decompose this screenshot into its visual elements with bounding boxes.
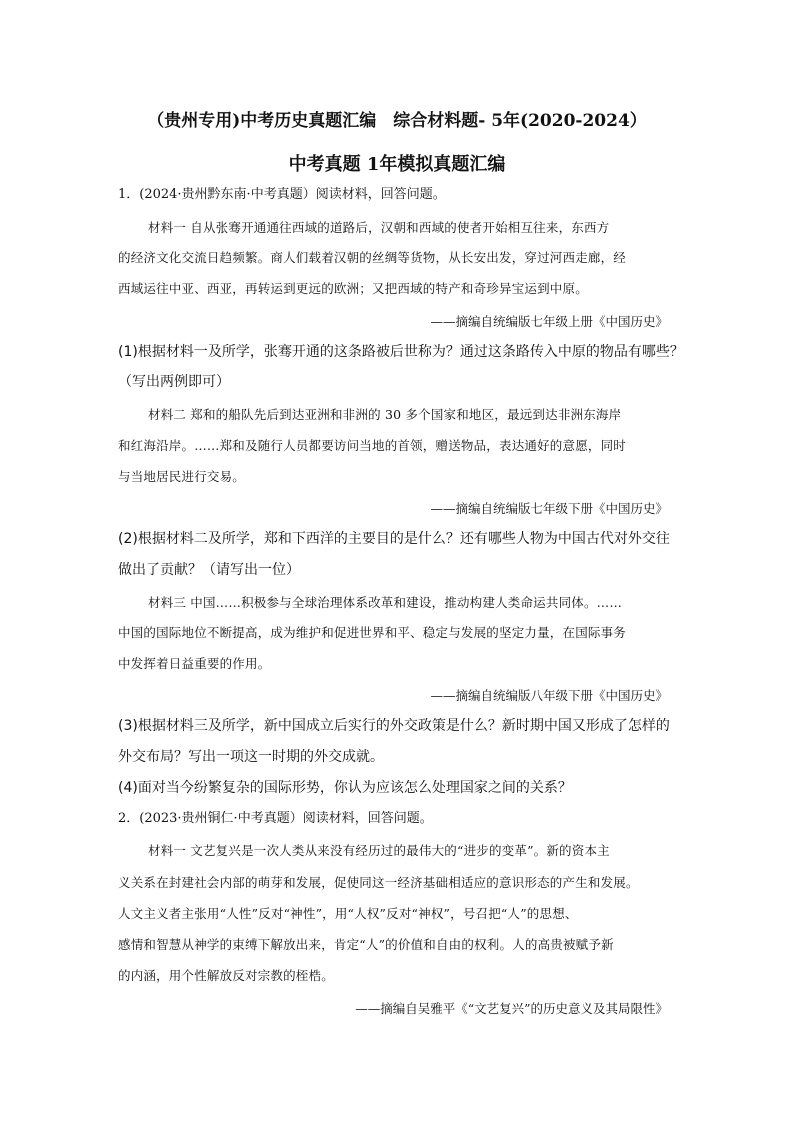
q1-sub-2-line-1: (2)根据材料二及所学，郑和下西洋的主要目的是什么？还有哪些人物为中国古代对外交往 (118, 531, 670, 547)
q1-material-3-line-3: 中发挥着日益重要的作用。 (118, 656, 271, 671)
q1-sub-4-line-1: (4)面对当今纷繁复杂的国际形势，你认为应该怎么处理国家之间的关系？ (118, 780, 572, 796)
question-2-stem: 2．(2023·贵州铜仁·中考真题）阅读材料，回答问题。 (118, 811, 433, 826)
q1-material-1-line-2: 的经济文化交流日趋频繁。商人们载着汉朝的丝绸等货物，从长安出发，穿过河西走廊，经 (118, 250, 627, 265)
q1-sub-3-line-2: 外交布局？写出一项这一时期的外交成就。 (118, 749, 384, 765)
q2-material-1-line-2: 义关系在封建社会内部的萌芽和发展，促使同这一经济基础相适应的意识形态的产生和发展。 (118, 875, 639, 890)
q2-material-1-line-1: 材料一 文艺复兴是一次人类从来没有经历过的最伟大的“进步的变革”。新的资本主 (148, 843, 610, 858)
q1-material-3-source: ——摘编自统编版八年级下册《中国历史》 (430, 688, 668, 703)
q1-material-3-line-1: 材料三 中国……积极参与全球治理体系改革和建设，推动构建人类命运共同体。…… (148, 595, 623, 610)
document-title-line1: （贵州专用)中考历史真题汇编 综合材料题- 5年(2020-2024） (147, 111, 647, 131)
q2-material-1-line-5: 的内涵，用个性解放反对宗教的桎梏。 (118, 968, 334, 983)
q1-sub-1-line-1: (1)根据材料一及所学，张骞开通的这条路被后世称为？通过这条路传入中原的物品有哪些？ (118, 344, 684, 360)
q1-material-2-line-1: 材料二 郑和的船队先后到达亚洲和非洲的 30 多个国家和地区，最远到达非洲东海岸 (148, 407, 622, 422)
q1-material-2-line-3: 与当地居民进行交易。 (118, 469, 246, 484)
q1-sub-1-line-2: （写出两例即可） (118, 374, 230, 390)
q1-material-1-line-1: 材料一 自从张骞开通通往西域的道路后，汉朝和西域的使者开始相互往来，东西方 (148, 220, 610, 235)
question-1-stem: 1．(2024·贵州黔东南·中考真题）阅读材料，回答问题。 (118, 187, 446, 202)
q1-sub-3-line-1: (3)根据材料三及所学，新中国成立后实行的外交政策是什么？新时期中国又形成了怎样的 (118, 718, 670, 734)
q1-material-1-line-3: 西域运往中亚、西亚，再转运到更远的欧洲；又把西域的特产和奇珍异宝运到中原。 (118, 281, 588, 296)
q2-material-1-source: ——摘编自吴雅平《“文艺复兴”的历史意义及其局限性》 (355, 1001, 668, 1016)
q1-material-2-source: ——摘编自统编版七年级下册《中国历史》 (430, 501, 668, 516)
q1-material-1-source: ——摘编自统编版七年级上册《中国历史》 (430, 314, 668, 329)
q1-material-3-line-2: 中国的国际地位不断提高，成为维护和促进世界和平、稳定与发展的坚定力量，在国际事务 (118, 625, 627, 640)
q2-material-1-line-3: 人文主义者主张用“人性”反对“神性”，用“人权”反对“神权”，号召把“人”的思想、 (118, 906, 578, 921)
q1-sub-2-line-2: 做出了贡献？（请写出一位） (118, 562, 300, 578)
q1-material-2-line-2: 和红海沿岸。……郑和及随行人员都要访问当地的首领，赠送物品，表达通好的意愿，同时 (118, 438, 627, 453)
document-title-line2: 中考真题 1年模拟真题汇编 (288, 154, 506, 175)
q2-material-1-line-4: 感情和智慧从神学的束缚下解放出来，肯定“人”的价值和自由的权利。人的高贵被赋予新 (118, 937, 614, 952)
